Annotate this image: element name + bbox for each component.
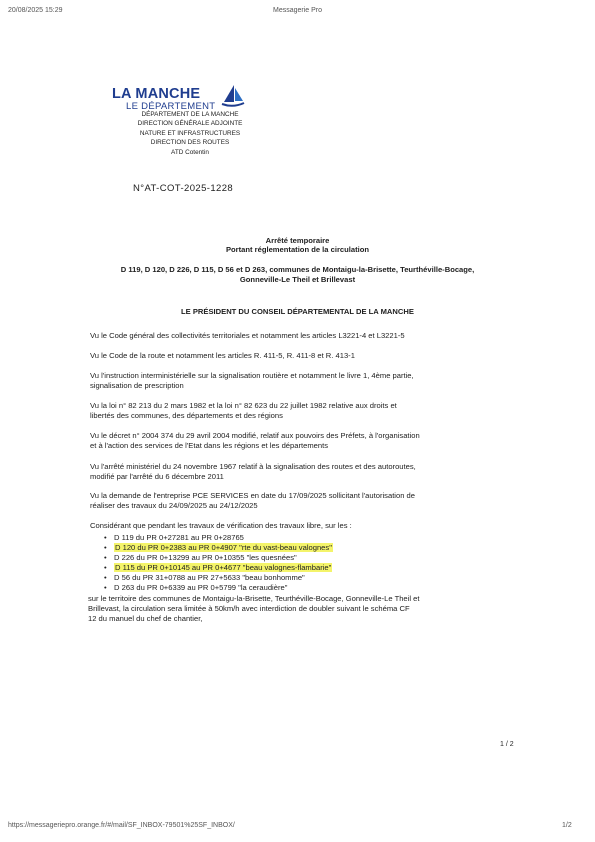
considering-line: Considérant que pendant les travaux de vérification des travaux libre, sur les :: [90, 521, 352, 530]
recital-line: Vu l'arrêté ministériel du 24 novembre 1967 relatif à la signalisation des routes et des autoroutes,: [90, 462, 416, 471]
recital-line: Vu le Code général des collectivités territoriales et notamment les articles L3221-4 et L3221-5: [90, 331, 405, 340]
recital-paragraph: [90, 331, 510, 341]
logo-subtitle: LE DÉPARTEMENT: [126, 101, 216, 112]
recital-line: signalisation de prescription: [90, 381, 184, 390]
road-text-highlighted: D 120 du PR 0+2383 au PR 0+4907 "rte du vast-beau valognes": [115, 543, 332, 552]
recital-paragraph: [90, 371, 510, 391]
bullet: •: [104, 563, 107, 572]
print-app-title: Messagerie Pro: [272, 7, 323, 14]
road-text: D 119 du PR 0+27281 au PR 0+28765: [114, 533, 244, 542]
recital-line: Vu la loi n° 82 213 du 2 mars 1982 et la loi n° 82 623 du 22 juillet 1982 relative aux droits et: [90, 401, 397, 410]
print-datetime: 20/08/2025 15:29: [8, 7, 63, 14]
sailboat-icon: [220, 82, 246, 108]
road-item: [104, 583, 524, 593]
conclusion-line: sur le territoire des communes de Montaigu-la-Brisette, Teurthéville-Bocage, Gonneville-Le Theil et: [88, 594, 420, 603]
recital-line: modifié par l'arrêté du 6 décembre 2011: [90, 472, 224, 481]
bullet: •: [104, 583, 107, 592]
recital-line: libertés des communes, des départements et des régions: [90, 411, 283, 420]
bullet: •: [104, 573, 107, 582]
conclusion-paragraph: [88, 594, 508, 624]
road-item: [104, 533, 524, 543]
department-line: ATD Cotentin: [171, 148, 209, 156]
recital-line: et à l'action des services de l'Etat dans les régions et les départements: [90, 441, 329, 450]
department-line: NATURE ET INFRASTRUCTURES: [139, 129, 241, 137]
recital-paragraph: [90, 351, 510, 361]
footer-page: 1/2: [562, 822, 572, 829]
road-text-highlighted: D 115 du PR 0+10145 au PR 0+4677 "beau valognes-flambarie": [115, 563, 332, 572]
bullet: •: [104, 533, 107, 542]
roads-title-line: D 119, D 120, D 226, D 115, D 56 et D 263, communes de Montaigu-la-Brisette, Teurthéville-Bocage,: [120, 265, 475, 274]
decree-title: Arrêté temporaire: [265, 236, 330, 245]
recital-paragraph: [90, 431, 510, 451]
recital-line: réaliser des travaux du 24/09/2025 au 24/12/2025: [90, 501, 258, 510]
department-line: DÉPARTEMENT DE LA MANCHE: [141, 111, 239, 118]
recital-line: Vu la demande de l'entreprise PCE SERVICES en date du 17/09/2025 sollicitant l'autorisation de: [90, 491, 415, 500]
road-item: [104, 563, 524, 573]
recital-paragraph: [90, 462, 510, 482]
bullet: •: [104, 553, 107, 562]
road-text: D 226 du PR 0+13299 au PR 0+10355 "les quesnées": [114, 553, 297, 562]
road-item: [104, 573, 524, 583]
department-line: DIRECTION DES ROUTES: [150, 139, 230, 147]
recital-paragraph: [90, 401, 510, 421]
roads-title-line: Gonneville-Le Theil et Brillevast: [239, 275, 356, 284]
road-item: [104, 553, 524, 563]
roads-list: [104, 533, 524, 593]
recital-line: Vu le Code de la route et notamment les articles R. 411-5, R. 411-8 et R. 413-1: [90, 351, 355, 360]
road-text: D 263 du PR 0+6339 au PR 0+5799 "la ceraudière": [114, 583, 288, 592]
road-text: D 56 du PR 31+0788 au PR 27+5633 "beau bonhomme": [114, 573, 305, 582]
recital-paragraph: [90, 491, 510, 511]
recital-line: Vu l'instruction interministérielle sur la signalisation routière et notamment le livre 1, 4ème partie,: [90, 371, 414, 380]
decree-subtitle: Portant réglementation de la circulation: [225, 245, 370, 254]
bullet: •: [104, 543, 107, 552]
footer-url: https://messageriepro.orange.fr/#/mail/SF_INBOX-79501%25SF_INBOX/: [8, 822, 235, 829]
authority-heading: LE PRÉSIDENT DU CONSEIL DÉPARTEMENTAL DE LA MANCHE: [181, 307, 414, 316]
logo-title: LA MANCHE: [112, 86, 201, 102]
conclusion-line: Brillevast, la circulation sera limitée à 50km/h avec interdiction de doubler suivant le schéma CF: [88, 604, 410, 613]
department-line: DIRECTION GÉNÉRALE ADJOINTE: [137, 120, 243, 128]
decree-reference: N°AT-COT-2025-1228: [133, 183, 234, 194]
conclusion-line: 12 du manuel du chef de chantier,: [88, 614, 203, 623]
road-item: [104, 543, 524, 553]
page-marker: 1 / 2: [500, 741, 514, 748]
department-lines: [120, 110, 260, 157]
recital-line: Vu le décret n° 2004 374 du 29 avril 2004 modifié, relatif aux pouvoirs des Préfets, à l'organisation: [90, 431, 420, 440]
